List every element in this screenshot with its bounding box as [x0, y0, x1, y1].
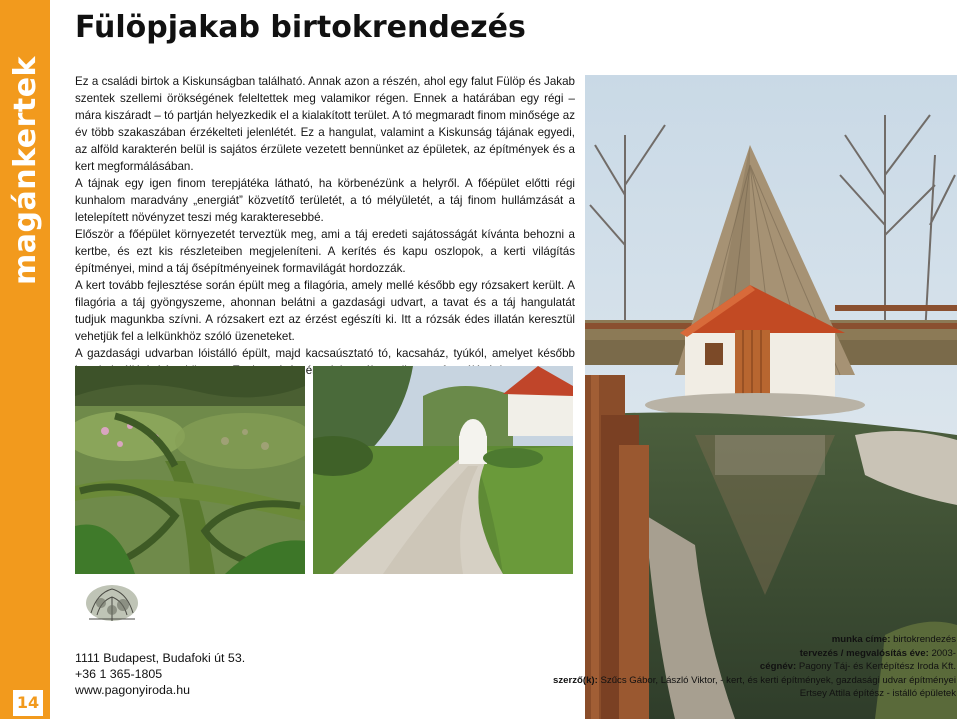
article-body [75, 73, 575, 379]
project-value: birtokrendezés [893, 634, 956, 645]
contact-block [75, 650, 245, 698]
authors-value-2: Ertsey Attila építész - istálló épületek [799, 688, 956, 699]
formal-garden-photo [75, 366, 305, 574]
paragraph: A tájnak egy igen finom terepjátéka látható, ha körbenézünk a helyről. A főépület előtti régi kunhalom maradvány „energiát” közvetítő területét, a tó mélyületét, a táj finom hullámzását a letelepített növényzet teszi még karakteresebbé. [75, 177, 575, 224]
website-link[interactable]: www.pagonyiroda.hu [75, 683, 191, 697]
pagony-logo [77, 583, 147, 639]
page-number: 14 [13, 690, 43, 716]
year-label: tervezés / megvalósítás éve: [799, 647, 929, 659]
page-title: Fülöpjakab birtokrendezés [75, 10, 526, 45]
paragraph: Ez a családi birtok a Kiskunságban található. Annak azon a részén, ahol egy falut Fülöp és Jakab szentek szellemi örökségének feleltettek meg valamikor régen. Ennek a határában egy régi – mára kiszáradt – tó partján helyezkedik el a kialakított terület. A tó megmaradt finom minősége az év több szakaszában érzékelteti jelenlétét. Ez a hangulat, valamint a Kiskunság tájának egyedi, az alföld karakterén belül is sajátos érzülete vezetett bennünket az épületek, az építmények és a kert megformálásában. [75, 75, 575, 173]
thatched-hut-pond-photo [585, 75, 957, 719]
paragraph: A gazdasági udvarban lóistálló épült, majd kacsaúsztató tó, kacsaház, tyúkól, amelyet később építmények [75, 347, 575, 377]
paragraph: Először a főépület környezetét terveztük meg, ami a táj eredeti sajátosságát kívánta behozni a kertbe, és ezt kis részleteiben megjeleníteni. A kerítés és kapu oszlopok, a kerti világítás építményei, mind a táj ősépítményeinek formavilágát hordozzák. [75, 228, 575, 275]
authors-label: szerző(k): [553, 674, 598, 686]
paragraph: A kert tovább fejlesztése során épült meg a filagória, amely mellé később egy rózsakert került. A filagória a táj gyöngyszeme, ahonnan belátni a gazdasági udvart, a tavat és a táj hangulatát tudjuk magunkba szívni. A rózsakert ezt az érzést egészíti ki. Itt a rózsák édes illatán keresztül vehetjük fel a lelkünkhöz szóló üzeneteket. [75, 279, 575, 343]
company-label: cégnév: [759, 661, 797, 672]
project-label: munka címe: [831, 634, 891, 645]
address-line: 1111 Budapest, Budafoki út 53. [75, 651, 246, 665]
authors-value: Szűcs Gábor, László Viktor, - kert, és kerti építmények, gazdasági udvar építményei [600, 674, 956, 686]
section-label [4, 55, 46, 285]
phone-line: +36 1 365-1805 [75, 667, 163, 681]
section-label-text: magánkertek [7, 55, 43, 285]
gravel-path-photo [313, 366, 573, 574]
project-credits [436, 633, 956, 701]
company-value: Pagony Táj- és Kertépítész Iroda Kft. [798, 661, 956, 672]
year-value: 2003- [931, 647, 956, 659]
